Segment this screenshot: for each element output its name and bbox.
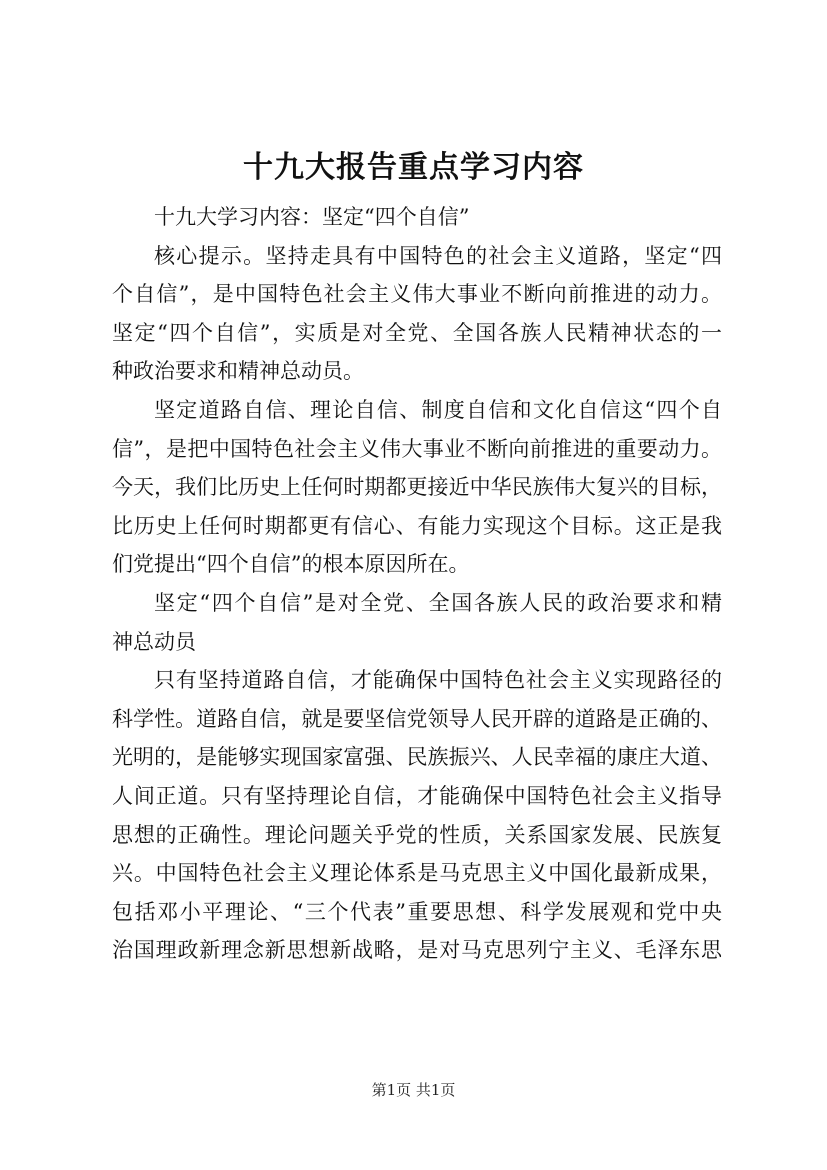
text-line: 兴。中国特色社会主义理论体系是马克思主义中国化最新成果， [112, 861, 722, 886]
text-line: 治国理政新理念新思想新战略，是对马克思列宁主义、毛泽东思 [112, 938, 722, 963]
text-line: 今天，我们比历史上任何时期都更接近中华民族伟大复兴的目标， [112, 475, 722, 500]
document-body [112, 198, 722, 970]
text-line: 们党提出“四个自信”的根本原因所在。 [112, 552, 470, 577]
text-line: 光明的，是能够实现国家富强、民族振兴、人民幸福的康庄大道、 [112, 745, 722, 770]
text-line: 思想的正确性。理论问题关乎党的性质，关系国家发展、民族复 [112, 822, 722, 847]
text-line: 包括邓小平理论、“三个代表”重要思想、科学发展观和党中央 [112, 899, 722, 924]
section-heading-line: 神总动员 [112, 629, 196, 654]
text-line: 人间正道。只有坚持理论自信，才能确保中国特色社会主义指导 [112, 783, 722, 808]
document-title: 十九大报告重点学习内容 [243, 150, 584, 185]
text-line: 比历史上任何时期都更有信心、有能力实现这个目标。这正是我 [112, 513, 722, 538]
text-line: 坚定“四个自信”，实质是对全党、全国各族人民精神状态的一 [112, 320, 722, 345]
text-line: 科学性。道路自信，就是要坚信党领导人民开辟的道路是正确的、 [112, 706, 722, 731]
section-heading-line: 坚定“四个自信”是对全党、全国各族人民的政治要求和精 [154, 590, 722, 615]
text-line: 只有坚持道路自信，才能确保中国特色社会主义实现路径的 [154, 668, 722, 693]
page-number-footer: 第1页 共1页 [371, 1081, 456, 1099]
text-line: 核心提示。坚持走具有中国特色的社会主义道路，坚定“四 [154, 243, 722, 268]
text-line: 个自信”，是中国特色社会主义伟大事业不断向前推进的动力。 [112, 282, 722, 307]
text-line: 信”，是把中国特色社会主义伟大事业不断向前推进的重要动力。 [112, 436, 722, 461]
text-line-subtitle: 十九大学习内容：坚定“四个自信” [154, 205, 470, 229]
text-line: 坚定道路自信、理论自信、制度自信和文化自信这“四个自 [154, 397, 722, 422]
text-line: 种政治要求和精神总动员。 [112, 359, 364, 384]
